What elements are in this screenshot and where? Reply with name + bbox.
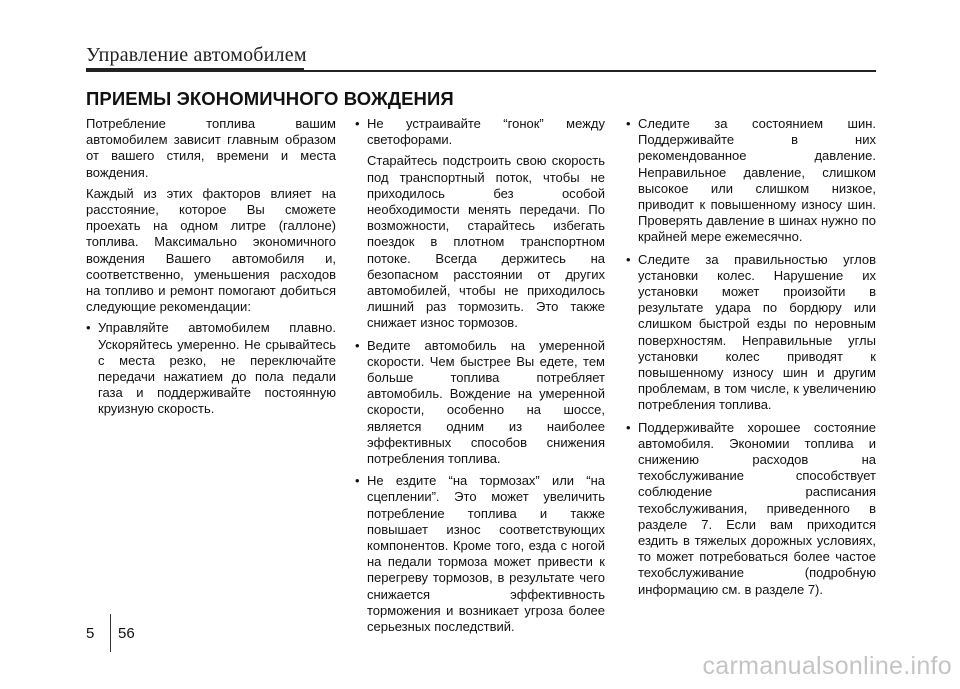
page-number: 56 <box>118 625 135 642</box>
bullet-item-no-riding-brakes: • Не ездите “на тормозах” или “на сцеплении”. Это может увеличить потребление топлива и также повышает износ соответствующих компонентов. Кроме того, езда с ногой на педали тормоза может привести к перегреву тормозов, в результате чего снижается эффективность торможения и возникает угроза более серьезных последствий. <box>355 473 605 635</box>
watermark-text: carmanualsonline.info <box>702 652 952 680</box>
section-heading: ПРИЕМЫ ЭКОНОМИЧНОГО ВОЖДЕНИЯ <box>86 88 454 109</box>
bullet-item-wheel-alignment: • Следите за правильностью углов установки колес. Нарушение их установки может произойти в результате удара по бордюру или слишком быстрой езды по неровным поверхностям. Неправильные углы установки колес приводят к повышенному износу шин и другим проблемам, в том числе, к увеличению потребления топлива. <box>626 252 876 414</box>
bullet-item-tires: • Следите за состоянием шин. Поддерживайте в них рекомендованное давление. Неправильное давление, слишком высокое или слишком низкое, приводит к повышенному износу шин. Проверять давление в шинах нужно по крайней мере ежемесячно. <box>626 116 876 246</box>
bullet-lead: • Не устраивайте “гонок” между светофорами. <box>367 116 605 148</box>
footer-divider <box>110 614 111 652</box>
header-rule-thick <box>86 68 304 72</box>
bullet-item-smooth-driving: • Управляйте автомобилем плавно. Ускоряйтесь умеренно. Не срывайтесь с места резко, не переключайте передачи нажатием до пола педали газа и поддерживайте постоянную круизную скорость. <box>86 320 336 417</box>
paragraph-intro: Потребление топлива вашим автомобилем зависит главным образом от вашего стиля, времени и места вождения. <box>86 116 336 180</box>
bullet-item-maintenance: • Поддерживайте хорошее состояние автомобиля. Экономии топлива и снижению расходов на техобслуживание способствует соблюдение расписания техобслуживания, приведенного в разделе 7. Если вам приходится ездить в тяжелых дорожных условиях, то может потребоваться более частое техобслуживание (подробную информацию см. в разделе 7). <box>626 420 876 598</box>
paragraph-factors: Каждый из этих факторов влияет на расстояние, которое Вы сможете проехать на одном литре (галлоне) топлива. Максимально экономичного вождения Вашего автомобиля и, соответственно, уменьшения расходов на топливо и ремонт помогают добиться следующие рекомендации: <box>86 185 336 315</box>
bullet-continuation: Старайтесь подстроить свою скорость под транспортный поток, чтобы не приходилось без особой необходимости менять передачи. По возможности, старайтесь избегать поездок в плотном транспортном потоке. Всегда держитесь на безопасном расстоянии от других автомобилей, чтобы не приходилось лишний раз тормозить. Это также снижает износ тормозов. <box>367 153 605 331</box>
text-column-2 <box>355 116 605 641</box>
chapter-number: 5 <box>86 625 95 642</box>
header-rule-thin <box>304 70 876 72</box>
bullet-item-moderate-speed: • Ведите автомобиль на умеренной скорости. Чем быстрее Вы едете, тем больше топлива потребляет автомобиль. Вождение на умеренной скорости, особенно на шоссе, является одним из наиболее эффективных способов снижения потребления топлива. <box>355 338 605 468</box>
text-column-3 <box>626 116 876 604</box>
page-header-title: Управление автомобилем <box>86 44 307 66</box>
bullet-list <box>626 116 876 598</box>
bullet-list <box>86 320 336 417</box>
text-column-1 <box>86 116 336 424</box>
bullet-item-no-racing <box>355 116 605 332</box>
bullet-list <box>355 116 605 635</box>
